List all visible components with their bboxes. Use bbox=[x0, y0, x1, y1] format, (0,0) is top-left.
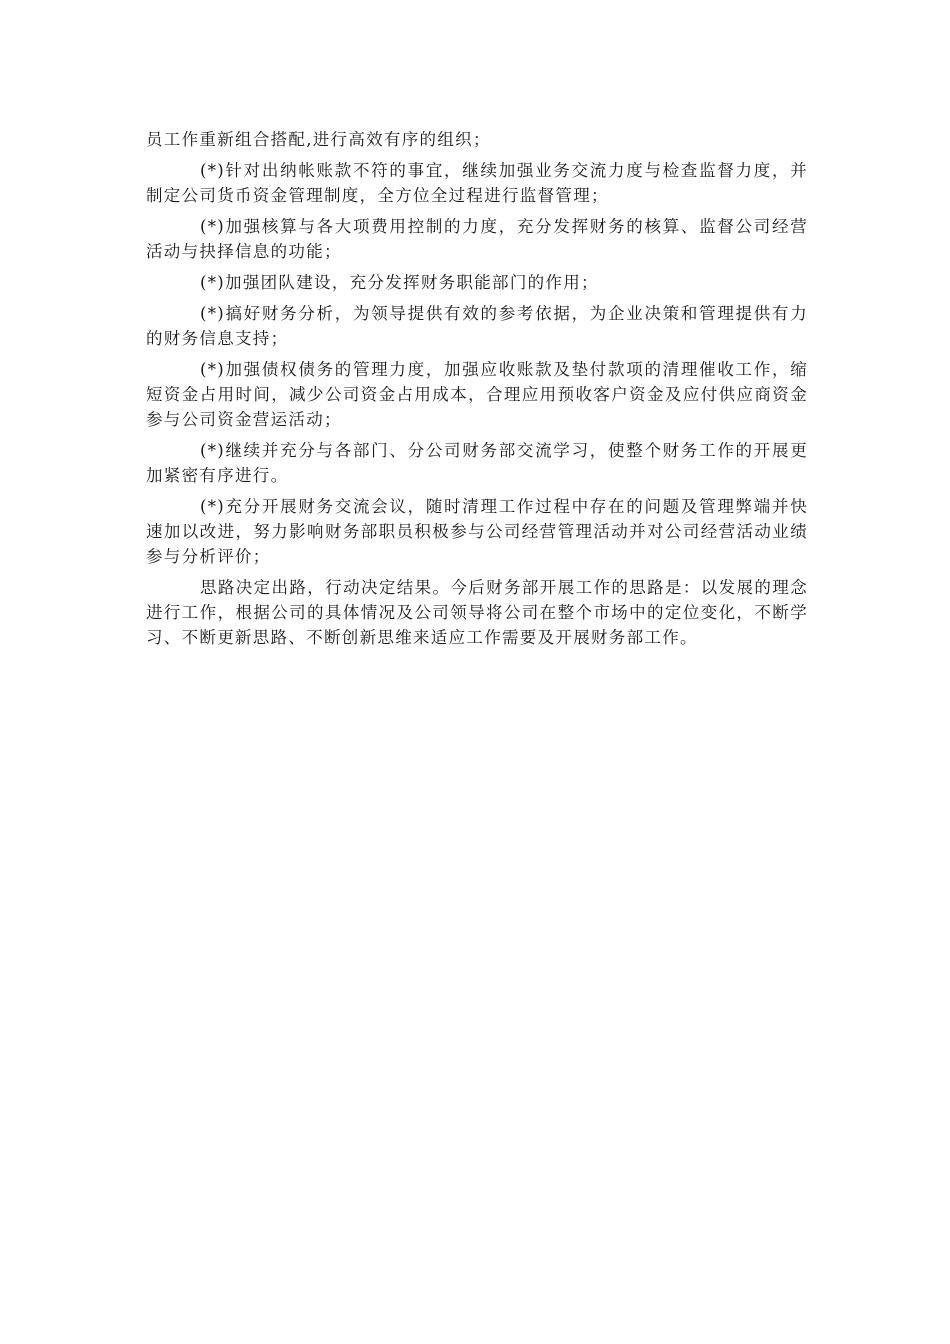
paragraph-meetings: (*)充分开展财务交流会议，随时清理工作过程中存在的问题及管理弊端并快速加以改进，努力影响财务部职员积极参与公司经营管理活动并对公司经营活动业绩参与分析评价； bbox=[146, 497, 808, 566]
paragraph-cash-management: (*)针对出纳帐账款不符的事宜，继续加强业务交流力度与检查监督力度，并制定公司货币资金管理制度，全方位全过程进行监督管理； bbox=[146, 161, 808, 205]
document-body bbox=[146, 127, 808, 656]
paragraph-team-building: (*)加强团队建设，充分发挥财务职能部门的作用； bbox=[200, 273, 599, 292]
paragraph-continuation: 员工作重新组合搭配,进行高效有序的组织； bbox=[146, 130, 491, 149]
paragraph-accounting-control: (*)加强核算与各大项费用控制的力度，充分发挥财务的核算、监督公司经营活动与抉择信息的功能； bbox=[146, 217, 808, 261]
paragraph-communication: (*)继续并充分与各部门、分公司财务部交流学习，使整个财务工作的开展更加紧密有序进行。 bbox=[146, 441, 808, 485]
paragraph-debt-management: (*)加强债权债务的管理力度，加强应收账款及垫付款项的清理催收工作，缩短资金占用时间，减少公司资金占用成本，合理应用预收客户资金及应付供应商资金参与公司资金营运活动； bbox=[146, 360, 808, 429]
paragraph-financial-analysis: (*)搞好财务分析，为领导提供有效的参考依据，为企业决策和管理提供有力的财务信息支持； bbox=[146, 304, 808, 348]
paragraph-conclusion: 思路决定出路，行动决定结果。今后财务部开展工作的思路是：以发展的理念进行工作，根据公司的具体情况及公司领导将公司在整个市场中的定位变化，不断学习、不断更新思路、不断创新思维来适应工作需要及开展财务部工作。 bbox=[146, 578, 808, 647]
